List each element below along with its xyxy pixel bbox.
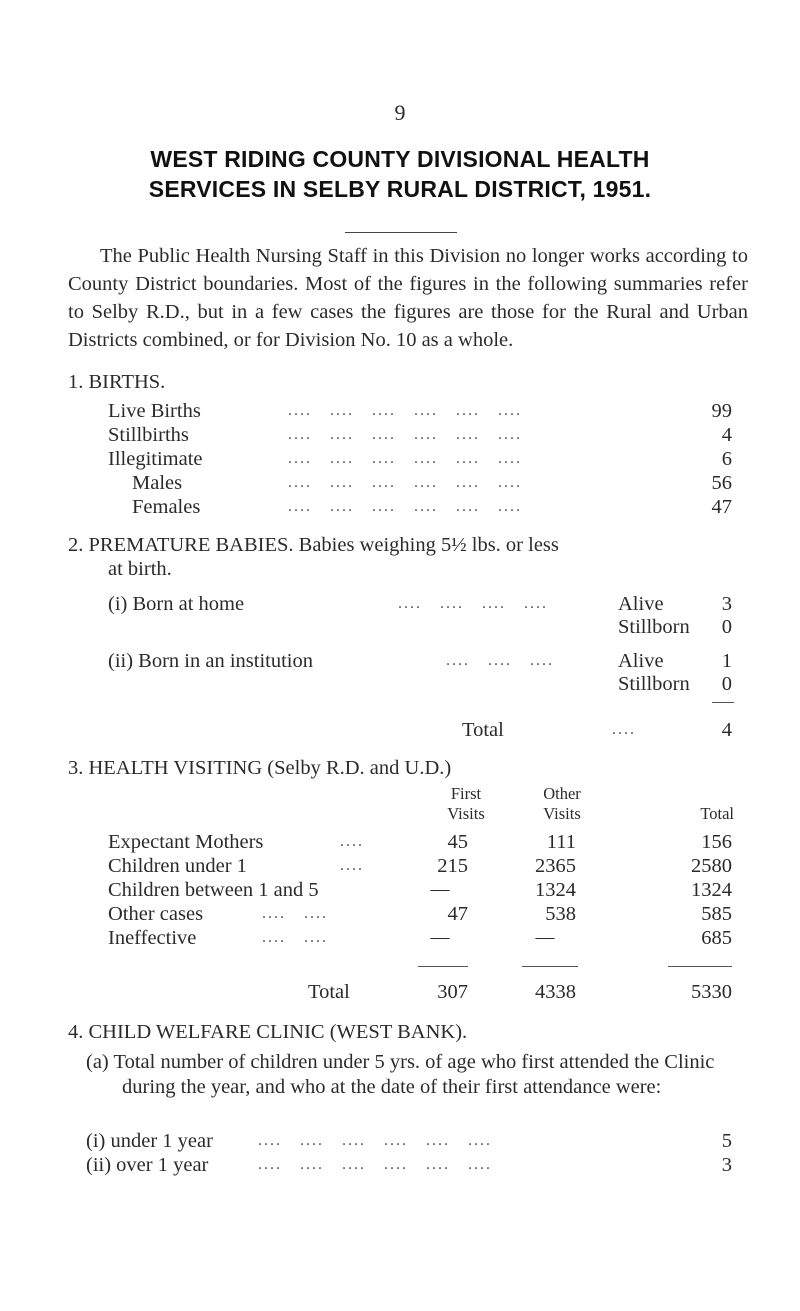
premature-home-alive-label: Alive <box>618 593 664 615</box>
hv-row-first: 47 <box>447 903 468 925</box>
births-label-live: Live Births <box>108 400 201 422</box>
leader-dots: .... .... .... .... .... .... <box>288 498 522 515</box>
births-value-live: 99 <box>711 400 732 422</box>
births-value-females: 47 <box>711 496 732 518</box>
leader-dots: .... .... .... .... <box>398 595 548 612</box>
premature-total-label: Total <box>462 719 504 741</box>
premature-institution-stillborn-value: 0 <box>721 673 732 695</box>
leader-dots: .... <box>612 721 636 738</box>
hv-row-total: 1324 <box>691 879 732 901</box>
hv-total-rule-total <box>668 966 732 967</box>
leader-dots: .... .... .... .... .... .... <box>288 402 522 419</box>
births-heading: 1. BIRTHS. <box>68 371 166 393</box>
hv-row-total: 685 <box>701 927 732 949</box>
hv-row-total: 2580 <box>691 855 732 877</box>
leader-dots: .... <box>340 833 364 850</box>
hv-row-other: 1324 <box>535 879 576 901</box>
premature-institution-alive-value: 1 <box>721 650 732 672</box>
premature-institution-stillborn-label: Stillborn <box>618 673 690 695</box>
hv-row-other: 2365 <box>535 855 576 877</box>
hv-row-label: Expectant Mothers <box>108 831 264 853</box>
births-label-females: Females <box>132 496 201 518</box>
premature-home-stillborn-label: Stillborn <box>618 616 690 638</box>
leader-dots: .... .... <box>262 905 328 922</box>
hv-total-other: 4338 <box>535 981 576 1003</box>
hv-row-other: — <box>535 927 555 948</box>
page-title-line-1: WEST RIDING COUNTY DIVISIONAL HEALTH <box>150 146 650 172</box>
leader-dots: .... .... .... .... .... .... <box>288 450 522 467</box>
hv-row-label: Children between 1 and 5 <box>108 879 319 901</box>
premature-home-stillborn-value: 0 <box>721 616 732 638</box>
births-value-illegitimate: 6 <box>721 448 732 470</box>
page-number: 9 <box>394 100 406 125</box>
col-header-first-line2: Visits <box>447 804 485 823</box>
births-value-males: 56 <box>711 472 732 494</box>
hv-total-rule-other <box>522 966 578 967</box>
intro-paragraph <box>68 242 748 354</box>
premature-total-value: 4 <box>721 719 732 741</box>
col-header-total: Total <box>700 804 734 823</box>
leader-dots: .... .... <box>262 929 328 946</box>
leader-dots: .... .... .... .... .... .... <box>288 426 522 443</box>
births-label-males: Males <box>132 472 183 494</box>
health-visiting-heading: 3. HEALTH VISITING (Selby R.D. and U.D.) <box>68 757 452 779</box>
hv-row-first: — <box>430 927 450 948</box>
child-welfare-row-value: 5 <box>721 1130 732 1152</box>
leader-dots: .... .... .... .... .... .... <box>258 1132 492 1149</box>
hv-total-label: Total <box>308 981 350 1003</box>
premature-institution-alive-label: Alive <box>618 650 664 672</box>
hv-row-label: Other cases <box>108 903 204 925</box>
intro-text: The Public Health Nursing Staff in this Division no longer works according to County District boundaries. Most of the figures in the following summaries refer to Selby R.D., but in a few cases the figures are those for the Rural and Urban Districts combined, or for Division No. 10 as a whole. <box>68 245 748 351</box>
hv-row-total: 585 <box>701 903 732 925</box>
hv-row-label: Children under 1 <box>108 855 247 877</box>
hv-total-total: 5330 <box>691 981 732 1003</box>
leader-dots: .... .... .... <box>446 652 554 669</box>
premature-home-alive-value: 3 <box>721 593 732 615</box>
col-header-other-visits <box>512 784 612 824</box>
hv-row-label: Ineffective <box>108 927 197 949</box>
leader-dots: .... .... .... .... .... .... <box>258 1156 492 1173</box>
col-header-first-line1: First <box>450 784 482 803</box>
leader-dots: .... <box>340 857 364 874</box>
child-welfare-row-value: 3 <box>721 1154 732 1176</box>
page-title-line-2: SERVICES IN SELBY RURAL DISTRICT, 1951. <box>148 176 652 202</box>
hv-total-rule-first <box>418 966 468 967</box>
births-value-stillbirths: 4 <box>721 424 732 446</box>
col-header-other-line2: Visits <box>543 804 581 823</box>
premature-institution-label: (ii) Born in an institution <box>108 650 313 672</box>
child-welfare-heading: 4. CHILD WELFARE CLINIC (WEST BANK). <box>68 1021 468 1043</box>
hv-row-other: 111 <box>546 831 576 853</box>
hv-row-first: — <box>430 879 450 900</box>
col-header-first-visits <box>426 784 506 824</box>
hv-total-first: 307 <box>437 981 468 1003</box>
col-header-other-line1: Other <box>543 784 581 803</box>
child-welfare-row-label: (ii) over 1 year <box>86 1154 209 1176</box>
hv-row-first: 45 <box>447 831 468 853</box>
premature-total-rule <box>712 702 734 703</box>
child-welfare-row-label: (i) under 1 year <box>86 1130 213 1152</box>
leader-dots: .... .... .... .... .... .... <box>288 474 522 491</box>
hv-row-first: 215 <box>437 855 468 877</box>
births-label-illegitimate: Illegitimate <box>108 448 203 470</box>
premature-heading: 2. PREMATURE BABIES. Babies weighing 5½ lbs. or less <box>68 534 559 556</box>
hv-row-other: 538 <box>545 903 576 925</box>
births-label-stillbirths: Stillbirths <box>108 424 189 446</box>
premature-home-label: (i) Born at home <box>108 593 245 615</box>
hv-row-total: 156 <box>701 831 732 853</box>
child-welfare-para: (a) Total number of children under 5 yrs. of age who first attended the Clinic during the year, and who at the date of their first attendance were: <box>86 1051 715 1098</box>
premature-heading-cont: at birth. <box>108 558 172 580</box>
title-divider <box>345 232 457 233</box>
